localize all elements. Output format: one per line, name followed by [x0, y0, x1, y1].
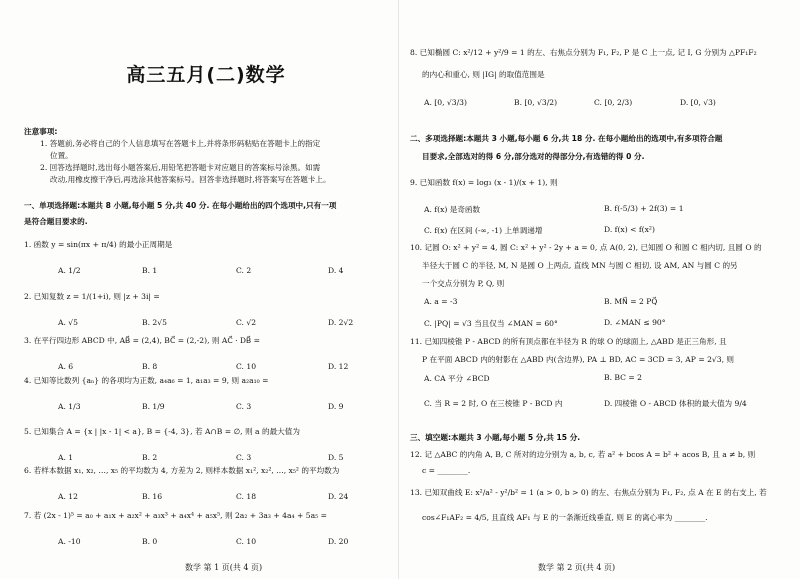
q8-option-b: B. [0, √3/2)	[514, 98, 558, 107]
question-4-option-d: D. 9	[328, 402, 344, 411]
question-2-option-a: A. √5	[58, 318, 78, 327]
q8-stem-cont: 的内心和重心, 则 |IG| 的取值范围是	[422, 70, 545, 79]
q11-option-b: B. BC = 2	[604, 373, 642, 382]
notice-heading: 注意事项:	[24, 127, 58, 136]
q13-stem-cont: cos∠F₁AF₂ = 4/5, 且直线 AF₁ 与 E 的一条渐近线垂直, 则 E 的离心率为 ________.	[422, 513, 708, 522]
q10-option-d: D. ∠MAN ≤ 90°	[604, 318, 666, 327]
footer-left: 数学 第 1 页(共 4 页)	[185, 563, 263, 572]
section2-heading-cont: 目要求,全部选对的得 6 分,部分选对的得部分分,有选错的得 0 分.	[422, 152, 645, 161]
question-3-option-d: D. 12	[328, 362, 349, 371]
question-2-stem: 2. 已知复数 z = 1/(1+i), 则 |z + 3i| =	[24, 292, 160, 301]
question-1-option-a: A. 1/2	[58, 266, 81, 275]
question-4-option-c: C. 3	[236, 402, 252, 411]
q10-option-a: A. a = -3	[424, 297, 458, 306]
question-6-stem: 6. 若样本数据 x₁, x₂, …, x₅ 的平均数为 4, 方差为 2, 则样本数据 x₁², x₂², …, x₅² 的平均数为	[24, 466, 340, 475]
question-5-option-d: D. 5	[328, 453, 344, 462]
q8-option-a: A. [0, √3/3)	[424, 98, 467, 107]
question-7-option-a: A. -10	[58, 537, 81, 546]
question-4-option-a: A. 1/3	[58, 402, 81, 411]
question-1-option-b: B. 1	[142, 266, 158, 275]
q11-stem: 11. 已知四棱锥 P - ABCD 的所有顶点都在半径为 R 的球 O 的球面上, △ABD 是正三角形, 且	[410, 337, 727, 346]
question-4-stem: 4. 已知等比数列 {aₙ} 的各项均为正数, a₄a₆ = 1, a₁a₃ = 9, 则 a₂a₁₀ =	[24, 376, 269, 385]
q12-stem: 12. 记 △ABC 的内角 A, B, C 所对的边分别为 a, b, c, 若 a² + bcos A = b² + acos B, 且 a ≠ b, 则	[410, 450, 756, 459]
question-1-option-d: D. 4	[328, 266, 344, 275]
question-3-stem: 3. 在平行四边形 ABCD 中, AB⃗ = (2,4), BC⃗ = (2,-2), 则 AC⃗ · DB⃗ =	[24, 336, 261, 345]
question-2-option-c: C. √2	[236, 318, 257, 327]
section1-heading: 一、单项选择题:本题共 8 小题,每小题 5 分,共 40 分. 在每小题给出的四个选项中,只有一项	[24, 201, 337, 210]
notice-line: 2. 回答选择题时,选出每小题答案后,用铅笔把答题卡对应题目的答案标号涂黑。如需	[40, 163, 321, 172]
q11-option-d: D. 四棱锥 O - ABCD 体积的最大值为 9/4	[604, 399, 747, 408]
q10-stem: 10. 记圆 O: x² + y² = 4, 圆 C: x² + y² - 2y + a = 0, 点 A(0, 2), 已知圆 O 和圆 C 相内切, 且圆 O 的	[410, 243, 762, 252]
question-6-option-c: C. 18	[236, 492, 257, 501]
section2-heading: 二、多项选择题:本题共 3 小题,每小题 6 分,共 18 分. 在每小题给出的选项中,有多项符合题	[410, 134, 723, 143]
footer-right: 数学 第 2 页(共 4 页)	[538, 563, 616, 572]
q8-option-c: C. [0, 2/3)	[594, 98, 633, 107]
q10-option-b: B. MN⃗ = 2 PQ⃗	[604, 297, 658, 306]
q13-stem: 13. 已知双曲线 E: x²/a² - y²/b² = 1 (a > 0, b > 0) 的左、右焦点分别为 F₁, F₂, 点 A 在 E 的右支上, 若	[410, 488, 767, 497]
question-7-stem: 7. 若 (2x - 1)⁵ = a₀ + a₁x + a₂x² + a₃x³ + a₄x⁴ + a₅x⁵, 则 2a₂ + 3a₃ + 4a₄ + 5a₅ =	[24, 511, 327, 520]
question-3-option-a: A. 6	[58, 362, 74, 371]
section3-heading: 三、填空题:本题共 3 小题,每小题 5 分,共 15 分.	[410, 433, 581, 442]
question-6-option-a: A. 12	[58, 492, 78, 501]
q9-option-d: D. f(x) < f(x²)	[604, 225, 655, 234]
question-6-option-d: D. 24	[328, 492, 349, 501]
question-2-option-d: D. 2√2	[328, 318, 354, 327]
column-divider	[398, 0, 399, 579]
notice-line: 改动,用橡皮擦干净后,再选涂其他答案标号。回答非选择题时,将答案写在答题卡上。	[50, 175, 331, 184]
q12-answer-blank: c = ________.	[422, 466, 471, 475]
q9-option-c: C. f(x) 在区间 (-∞, -1) 上单调递增	[424, 226, 543, 235]
notice-line: 1. 答题前,务必将自己的个人信息填写在答题卡上,并将条形码粘贴在答题卡上的指定	[40, 139, 321, 148]
question-2-option-b: B. 2√5	[142, 318, 167, 327]
question-5-option-c: C. 3	[236, 453, 252, 462]
question-5-stem: 5. 已知集合 A = {x | |x - 1| < a}, B = {-4, 3}, 若 A∩B = ∅, 则 a 的最大值为	[24, 427, 300, 436]
question-5-option-b: B. 2	[142, 453, 158, 462]
q10-option-c: C. |PQ| = √3 当且仅当 ∠MAN = 60°	[424, 319, 558, 328]
question-1-option-c: C. 2	[236, 266, 252, 275]
question-7-option-c: C. 10	[236, 537, 257, 546]
question-1-stem: 1. 函数 y = sin(πx + π/4) 的最小正周期是	[24, 240, 173, 249]
question-5-option-a: A. 1	[58, 453, 74, 462]
q9-option-b: B. f(-5/3) + 2f(3) = 1	[604, 204, 684, 213]
left-column	[22, 0, 390, 579]
question-3-option-b: B. 8	[142, 362, 158, 371]
question-6-option-b: B. 16	[142, 492, 163, 501]
q11-option-a: A. CA 平分 ∠BCD	[424, 374, 490, 383]
q10-stem-cont: 一个交点分别为 P, Q, 则	[422, 279, 505, 288]
question-7-option-b: B. 0	[142, 537, 158, 546]
right-column	[408, 0, 780, 579]
question-4-option-b: B. 1/9	[142, 402, 165, 411]
q11-option-c: C. 当 R = 2 时, O 在三棱锥 P - BCD 内	[424, 399, 563, 408]
question-3-option-c: C. 10	[236, 362, 257, 371]
q9-stem: 9. 已知函数 f(x) = log₃ (x - 1)/(x + 1), 则	[410, 178, 558, 187]
section1-heading-cont: 是符合题目要求的.	[24, 217, 88, 226]
q9-option-a: A. f(x) 是奇函数	[424, 205, 481, 214]
q11-stem-cont: P 在平面 ABCD 内的射影在 △ABD 内(含边界), PA ⊥ BD, AC = 3CD = 3, AP = 2√3, 则	[422, 355, 735, 364]
notice-line: 位置。	[50, 151, 73, 160]
q8-stem: 8. 已知椭圆 C: x²/12 + y²/9 = 1 的左、右焦点分别为 F₁, F₂, P 是 C 上一点, 记 I, G 分别为 △PF₁F₂	[410, 48, 757, 57]
page-title: 高三五月(二)数学	[126, 64, 286, 86]
q10-stem-cont: 半径大于圆 C 的半径, M, N 是圆 O 上两点, 直线 MN 与圆 C 相切, 设 AM, AN 与圆 C 的另	[422, 261, 738, 270]
question-7-option-d: D. 20	[328, 537, 349, 546]
q8-option-d: D. [0, √3)	[680, 98, 716, 107]
